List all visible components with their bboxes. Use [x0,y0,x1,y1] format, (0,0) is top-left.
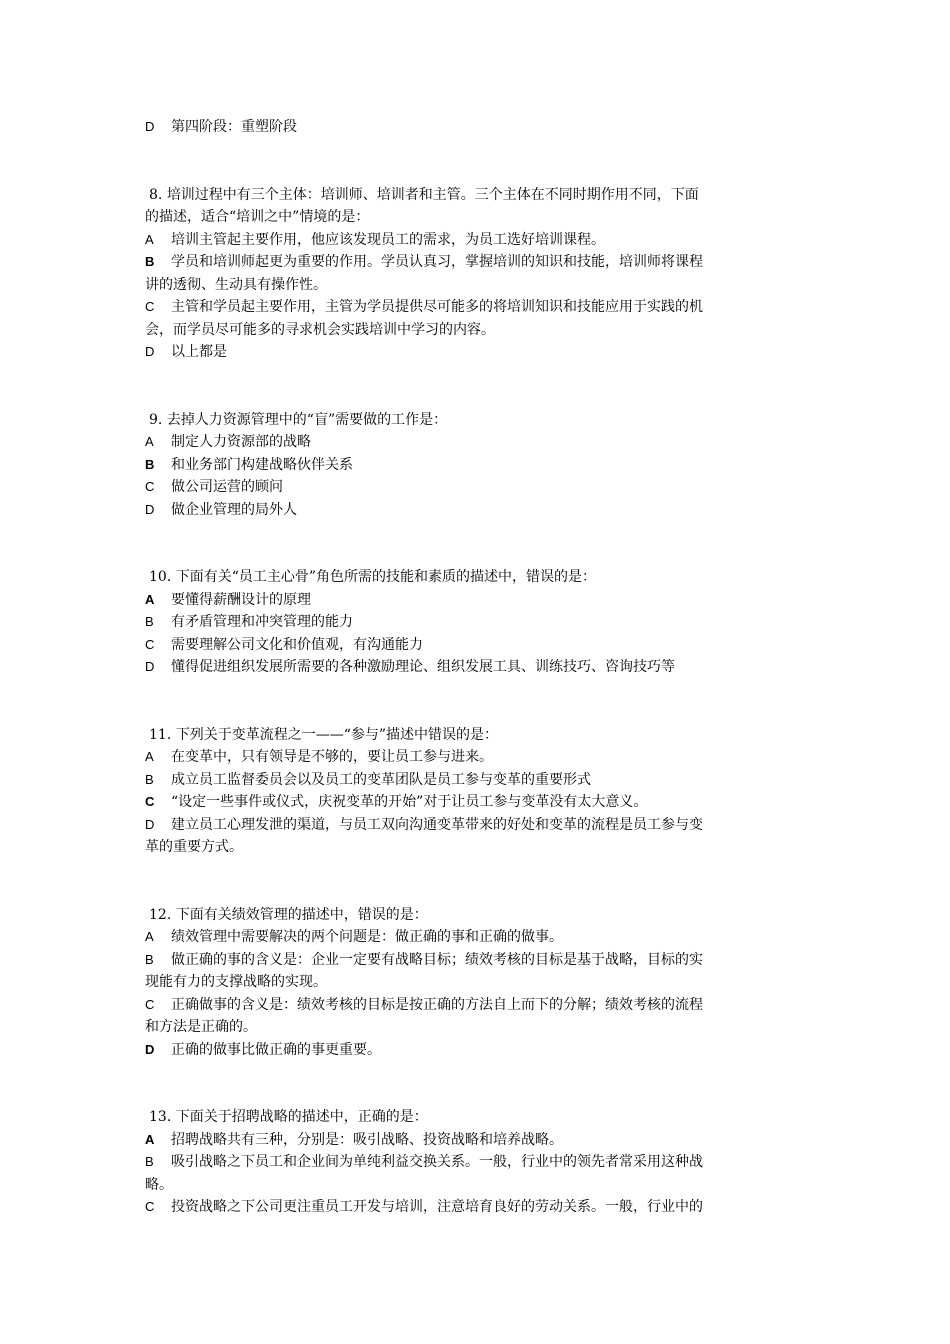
option-text: 招聘战略共有三种，分别是：吸引战略、投资战略和培养战略。 [171,1131,563,1148]
option-d [145,1039,810,1062]
option-letter: B [145,951,154,967]
option-letter: D [145,119,155,134]
option-b [145,949,810,994]
question-stem-line: 下面有关绩效管理的描述中，错误的是： [175,906,428,923]
option-text: 投资战略之下公司更注重员工开发与培训，注意培育良好的劳动关系。一般，行业中的 [171,1199,703,1215]
option-text: 主管和学员起主要作用，主管为学员提供尽可能多的将培训知识和技能应用于实践的机 [171,299,703,315]
option-letter: D [145,501,155,517]
question-spacer [145,521,810,566]
question-number: 11. [149,726,172,743]
option-text: 制定人力资源部的战略 [171,434,311,450]
option-text: 做企业管理的局外人 [171,501,297,518]
option-letter: D [145,344,155,359]
question-block [145,566,810,679]
option-text: 吸引战略之下员工和企业间为单纯利益交换关系。一般，行业中的领先者常采用这种战 [171,1154,703,1170]
option-text: 做公司运营的顾问 [171,479,283,495]
option-c [145,1196,810,1219]
option-letter: A [145,434,154,449]
option-letter: C [145,636,155,652]
option-text: 要懂得薪酬设计的原理 [171,591,311,608]
option-c [145,296,810,341]
option-text: 学员和培训师起更为重要的作用。学员认真习，掌握培训的知识和技能，培训师将课程 [171,254,703,270]
question-stem [145,184,810,207]
question-number: 13. [149,1109,172,1125]
option-text: 正确做事的含义是：绩效考核的目标是按正确的方法自上而下的分解；绩效考核的流程 [171,996,703,1013]
option-d [145,656,810,679]
question-stem-line: 的描述，适合“培训之中”情境的是： [145,209,370,225]
option-c [145,476,810,499]
option-text-continued: 略。 [145,1176,173,1193]
option-letter: D [145,659,155,674]
question-spacer [145,364,810,409]
option-b [145,454,810,477]
question-stem [145,409,810,432]
lead-option-d [145,116,810,139]
option-text: 以上都是 [171,344,227,360]
question-stem-line: 下列关于变革流程之一——“参与”描述中错误的是： [175,726,499,743]
option-letter: C [145,1199,155,1214]
option-text-continued: 讲的透彻、生动具有操作性。 [145,276,327,293]
option-text-continued: 革的重要方式。 [145,839,243,855]
option-text-continued: 会，而学员尽可能多的寻求机会实践培训中学习的内容。 [145,321,495,338]
option-text: “设定一些事件或仪式，庆祝变革的开始”对于让员工参与变革没有太大意义。 [171,794,648,810]
option-letter: C [145,479,155,494]
option-text: 培训主管起主要作用，他应该发现员工的需求，为员工选好培训课程。 [171,231,605,248]
option-letter: D [145,816,155,832]
question-stem-line: 下面有关“员工主心骨”角色所需的技能和素质的描述中，错误的是： [175,569,597,585]
question-block [145,1106,810,1219]
option-d [145,341,810,364]
option-letter: B [145,456,155,472]
question-stem [145,1106,810,1129]
option-letter: B [145,254,155,269]
option-text: 有矛盾管理和冲突管理的能力 [171,614,353,630]
question-block [145,409,810,522]
document-page [145,116,810,1219]
option-letter: A [145,1131,155,1147]
option-text: 成立员工监督委员会以及员工的变革团队是员工参与变革的重要形式 [171,771,591,788]
option-letter: A [145,929,154,944]
option-d [145,814,810,859]
option-text: 建立员工心理发泄的渠道，与员工双向沟通变革带来的好处和变革的流程是员工参与变 [171,816,703,833]
question-number: 8. [149,186,163,203]
question-block [145,724,810,859]
option-b [145,1151,810,1196]
option-c [145,791,810,814]
option-letter: C [145,299,155,314]
option-c [145,994,810,1039]
option-a [145,926,810,949]
option-letter: B [145,614,154,629]
option-a [145,431,810,454]
question-number: 12. [149,906,172,923]
option-letter: C [145,996,155,1012]
option-letter: A [145,591,155,607]
option-text-continued: 和方法是正确的。 [145,1019,257,1035]
option-letter: B [145,1154,154,1169]
option-text: 在变革中，只有领导是不够的，要让员工参与进来。 [171,749,493,765]
option-text: 做正确的事的含义是：企业一定要有战略目标；绩效考核的目标是基于战略，目标的实 [171,951,703,968]
question-spacer [145,139,810,184]
option-a [145,1129,810,1152]
question-stem-line: 培训过程中有三个主体：培训师、培训者和主管。三个主体在不同时期作用不同，下面 [166,186,699,203]
question-stem [145,566,810,589]
option-letter: D [145,1041,155,1057]
question-spacer [145,1061,810,1106]
option-b [145,769,810,792]
question-list [145,139,810,1219]
option-b [145,251,810,296]
option-text: 和业务部门构建战略伙伴关系 [171,456,353,473]
option-a [145,229,810,252]
question-stem-line: 去掉人力资源管理中的“盲”需要做的工作是： [166,411,448,428]
question-number: 10. [149,569,172,585]
option-letter: C [145,794,155,809]
option-b [145,611,810,634]
option-letter: A [145,231,154,247]
option-c [145,634,810,657]
option-a [145,746,810,769]
question-stem [145,904,810,927]
option-text: 正确的做事比做正确的事更重要。 [171,1041,381,1058]
question-stem [145,724,810,747]
option-text: 需要理解公司文化和价值观，有沟通能力 [171,636,423,653]
option-d [145,499,810,522]
option-text: 绩效管理中需要解决的两个问题是：做正确的事和正确的做事。 [171,929,563,945]
question-block [145,904,810,1062]
option-text: 懂得促进组织发展所需要的各种激励理论、组织发展工具、训练技巧、咨询技巧等 [171,659,675,675]
option-text-continued: 现能有力的支撑战略的实现。 [145,974,327,990]
option-letter: A [145,749,154,764]
option-letter: B [145,771,154,787]
option-a [145,589,810,612]
question-block [145,184,810,364]
option-text: 第四阶段：重塑阶段 [171,119,297,135]
question-number: 9. [149,411,163,428]
question-spacer [145,679,810,724]
question-stem-line: 下面关于招聘战略的描述中，正确的是： [175,1109,428,1125]
question-spacer [145,859,810,904]
